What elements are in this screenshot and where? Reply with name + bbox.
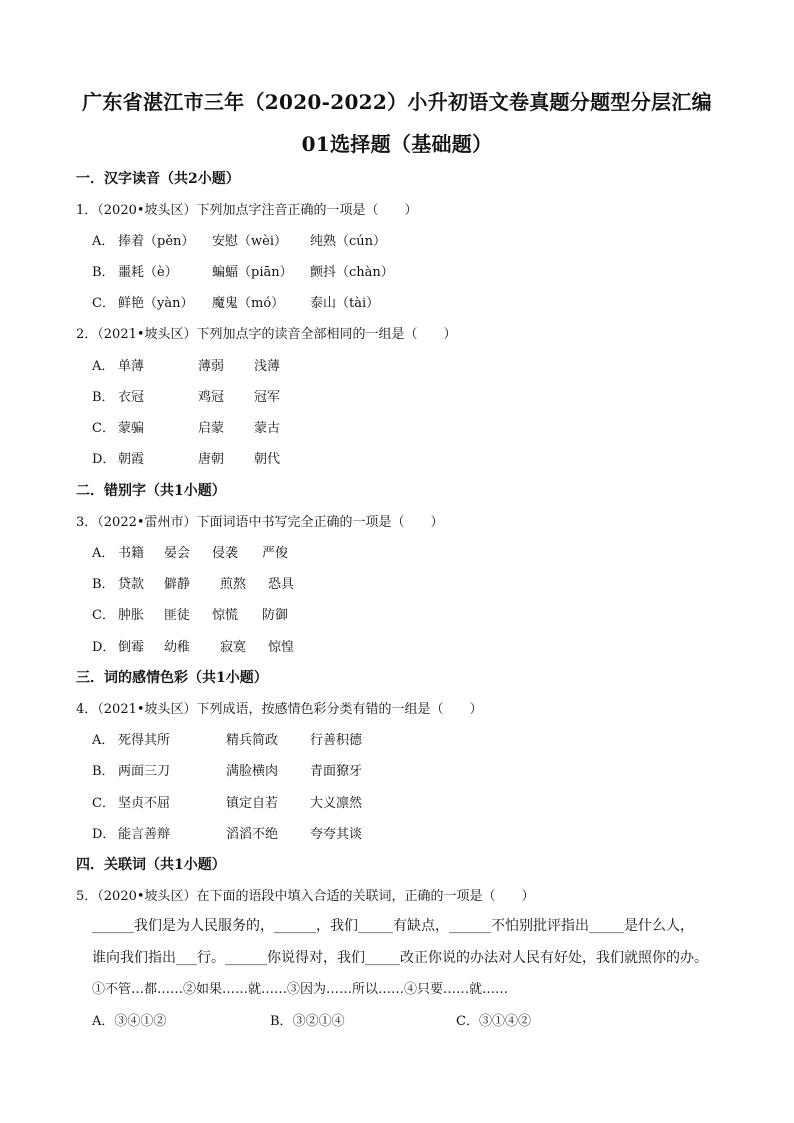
question-stem: 1．（2020•坡头区）下列加点字注音正确的一项是（ ） [76,203,418,218]
option-item: 贷款 [118,577,145,592]
option-item: 僻静 [164,577,191,592]
option-item: 滔滔不绝 [226,827,279,842]
option-item: 青面獠牙 [310,764,363,779]
option-label: A． [92,359,115,374]
option-item: 蒙骗 [118,421,145,436]
option-item: 泰山（tài） [310,296,380,311]
option-item: 恐具 [268,577,295,592]
option-item: 晏会 [164,546,191,561]
section-heading: 二．错别字（共1小题） [76,483,226,499]
option-label: C． [92,608,115,623]
option-b [270,1010,345,1029]
option-label: A． [92,546,115,561]
section-heading: 一．汉字读音（共2小题） [76,171,240,187]
question-stem: 3．（2022•雷州市）下面词语中书写完全正确的一项是（ ） [76,515,444,530]
section-heading: 四．关联词（共1小题） [76,857,226,873]
option-label: A． [92,733,115,748]
option-item: 匪徒 [164,608,191,623]
option-item: 两面三刀 [118,764,171,779]
passage-line: 谁向我们指出___行。______你说得对，我们_____改正你说的办法对人民有好处，我们就照你的办。 [92,950,708,966]
option-item: 镇定自若 [226,796,279,811]
option-item: 鲜艳（yàn） [118,296,194,311]
option-label: B． [92,764,115,779]
option-item: 精兵简政 [226,733,279,748]
option-item: 幼稚 [164,640,191,655]
option-item: 衣冠 [118,390,145,405]
option-label: C． [456,1014,479,1029]
option-label: C． [92,421,115,436]
option-item: 书籍 [118,546,145,561]
option-item: 严俊 [262,546,289,561]
option-item: 惊慌 [212,608,239,623]
connective-choices: ①不管…都……②如果……就……③因为……所以……④只要……就…… [92,982,509,997]
option-item: 蝙蝠（piān） [212,265,293,280]
option-item: 唐朝 [198,452,225,467]
option-text: ③④①② [114,1014,167,1029]
option-item: 夸夸其谈 [310,827,363,842]
option-item: 启蒙 [198,421,225,436]
option-item: 单薄 [118,359,145,374]
option-item: 能言善辩 [118,827,171,842]
option-item: 倒霉 [118,640,145,655]
page-title: 广东省湛江市三年（2020-2022）小升初语文卷真题分题型分层汇编 [82,90,712,114]
option-item: 噩耗（è） [118,265,178,280]
option-item: 颤抖（chàn） [310,265,394,280]
option-item: 鸡冠 [198,390,225,405]
option-a [92,1010,166,1029]
option-item: 惊惶 [268,640,295,655]
option-item: 纯熟（cún） [310,234,387,249]
option-item: 寂寞 [220,640,247,655]
option-item: 薄弱 [198,359,225,374]
option-item: 朝代 [254,452,281,467]
option-label: D． [92,452,116,467]
option-label: D． [92,640,116,655]
option-item: 行善积德 [310,733,363,748]
option-item: 死得其所 [118,733,171,748]
option-c [456,1010,531,1029]
option-item: 侵袭 [212,546,239,561]
option-item: 煎熬 [220,577,247,592]
option-label: A． [92,1014,115,1029]
question-stem: 5．（2020•坡头区）在下面的语段中填入合适的关联词，正确的一项是（ ） [76,889,535,904]
option-item: 捧着（pěn） [118,234,195,249]
option-label: B． [270,1014,293,1029]
option-item: 魔鬼（mó） [212,296,285,311]
passage-line: ______我们是为人民服务的，______，我们_____有缺点，______不怕别批评指出_____是什么人， [92,918,694,934]
option-label: C． [92,796,115,811]
option-item: 浅薄 [254,359,281,374]
option-item: 满脸横肉 [226,764,279,779]
option-label: B． [92,265,115,280]
option-label: D． [92,827,116,842]
option-item: 蒙古 [254,421,281,436]
option-text: ③①④② [478,1014,531,1029]
option-item: 冠军 [254,390,281,405]
option-text: ③②①④ [292,1014,345,1029]
option-item: 朝霞 [118,452,145,467]
question-stem: 2．（2021•坡头区）下列加点字的读音全部相同的一组是（ ） [76,327,457,342]
option-item: 大义凛然 [310,796,363,811]
option-label: B． [92,577,115,592]
option-item: 坚贞不屈 [118,796,171,811]
option-item: 肿胀 [118,608,145,623]
option-label: B． [92,390,115,405]
option-item: 防御 [262,608,289,623]
option-label: C． [92,296,115,311]
option-label: A． [92,234,115,249]
section-heading: 三．词的感情色彩（共1小题） [76,670,268,686]
page-subtitle: 01选择题（基础题） [301,132,493,156]
option-item: 安慰（wèi） [212,234,287,249]
question-stem: 4．（2021•坡头区）下列成语，按感情色彩分类有错的一组是（ ） [76,702,483,717]
